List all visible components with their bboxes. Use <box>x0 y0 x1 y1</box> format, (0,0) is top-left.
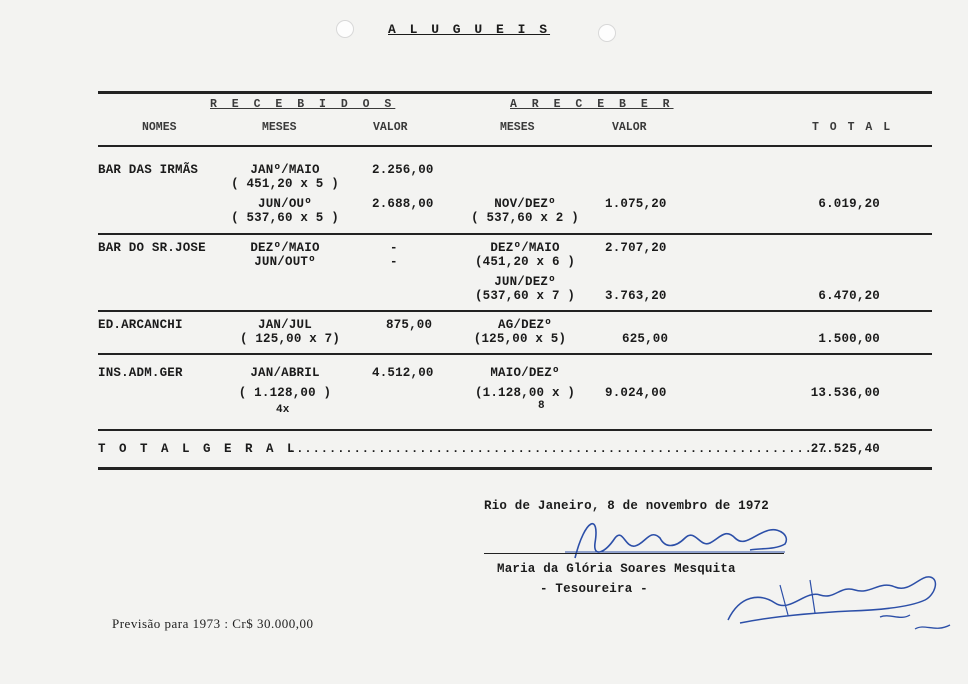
page-title: A L U G U E I S <box>388 22 551 37</box>
total-geral-value: 27.525,40 <box>810 442 880 456</box>
total-cell: 13.536,00 <box>810 386 880 400</box>
forecast-note: Previsão para 1973 : Cr$ 30.000,00 <box>112 616 314 631</box>
meses-a-receber-cell: JUN/DEZº <box>494 275 556 289</box>
valor-a-receber-cell: 1.075,20 <box>605 197 667 211</box>
total-cell: 6.470,20 <box>818 289 880 303</box>
meses-a-receber-cell: NOV/DEZº <box>494 197 556 211</box>
punch-hole-left <box>336 20 354 38</box>
meses-a-receber-cell: AG/DEZº <box>498 318 552 332</box>
meses-a-receber-multiplier: 8 <box>538 400 545 412</box>
meses-recebidos-cell: ( 537,60 x 5 ) <box>231 211 339 225</box>
total-cell: 6.019,20 <box>818 197 880 211</box>
valor-recebidos-cell: 2.688,00 <box>372 197 434 211</box>
meses-a-receber-column-header: MESES <box>500 121 535 134</box>
handwritten-initials <box>720 565 965 645</box>
meses-recebidos-cell: JAN/JUL <box>258 318 312 332</box>
meses-a-receber-cell: (125,00 x 5) <box>473 332 567 346</box>
total-geral-leader-dots: .................................................................. <box>288 442 830 456</box>
valor-recebidos-cell: - <box>390 241 398 255</box>
row-name: BAR DAS IRMÃS <box>98 163 199 177</box>
meses-a-receber-cell: ( 537,60 x 2 ) <box>471 211 579 225</box>
row-name: INS.ADM.GER <box>98 366 183 380</box>
meses-a-receber-cell: MAIO/DEZº <box>490 366 560 380</box>
row-divider <box>98 310 932 312</box>
valor-a-receber-cell: 625,00 <box>622 332 669 346</box>
valor-a-receber-cell: 3.763,20 <box>605 289 667 303</box>
row-name: BAR DO SR.JOSE <box>98 241 206 255</box>
meses-recebidos-cell: JUN/OUº <box>258 197 312 211</box>
meses-recebidos-cell: JUN/OUTº <box>254 255 316 269</box>
a-receber-header: A R E C E B E R <box>510 98 674 111</box>
total-top-rule <box>98 429 932 431</box>
meses-recebidos-cell: DEZº/MAIO <box>250 241 320 255</box>
valor-a-receber-cell: 2.707,20 <box>605 241 667 255</box>
valor-recebidos-cell: 4.512,00 <box>372 366 434 380</box>
meses-recebidos-cell: JANº/MAIO <box>250 163 320 177</box>
total-geral-label: T O T A L G E R A L <box>98 442 298 456</box>
meses-recebidos-multiplier: 4x <box>276 404 290 416</box>
bottom-rule <box>98 467 932 470</box>
recebidos-header: R E C E B I D O S <box>210 98 396 111</box>
total-cell: 1.500,00 <box>818 332 880 346</box>
valor-a-receber-column-header: VALOR <box>612 121 647 134</box>
valor-recebidos-cell: 2.256,00 <box>372 163 434 177</box>
top-rule <box>98 91 932 94</box>
meses-recebidos-cell: ( 451,20 x 5 ) <box>231 177 339 191</box>
meses-a-receber-cell: (537,60 x 7 ) <box>474 289 576 303</box>
meses-recebidos-column-header: MESES <box>262 121 297 134</box>
place-date: Rio de Janeiro, 8 de novembro de 1972 <box>484 499 769 513</box>
nomes-column-header: NOMES <box>142 121 177 134</box>
header-rule <box>98 145 932 147</box>
signer-role: - Tesoureira - <box>540 582 648 596</box>
valor-recebidos-cell: 875,00 <box>386 318 433 332</box>
signature-scribble <box>545 508 805 568</box>
row-name: ED.ARCANCHI <box>98 318 183 332</box>
valor-recebidos-column-header: VALOR <box>373 121 408 134</box>
signer-name: Maria da Glória Soares Mesquita <box>497 562 736 576</box>
meses-recebidos-cell: ( 1.128,00 ) <box>238 386 332 400</box>
meses-recebidos-cell: ( 125,00 x 7) <box>239 332 341 346</box>
meses-a-receber-cell: (451,20 x 6 ) <box>474 255 576 269</box>
meses-recebidos-cell: JAN/ABRIL <box>250 366 320 380</box>
punch-hole-right <box>598 24 616 42</box>
total-column-header: T O T A L <box>812 121 893 134</box>
valor-recebidos-cell: - <box>390 255 398 269</box>
row-divider <box>98 353 932 355</box>
row-divider <box>98 233 932 235</box>
meses-a-receber-cell: (1.128,00 x ) <box>474 386 576 400</box>
meses-a-receber-cell: DEZº/MAIO <box>490 241 560 255</box>
valor-a-receber-cell: 9.024,00 <box>605 386 667 400</box>
signature-line <box>484 553 784 554</box>
